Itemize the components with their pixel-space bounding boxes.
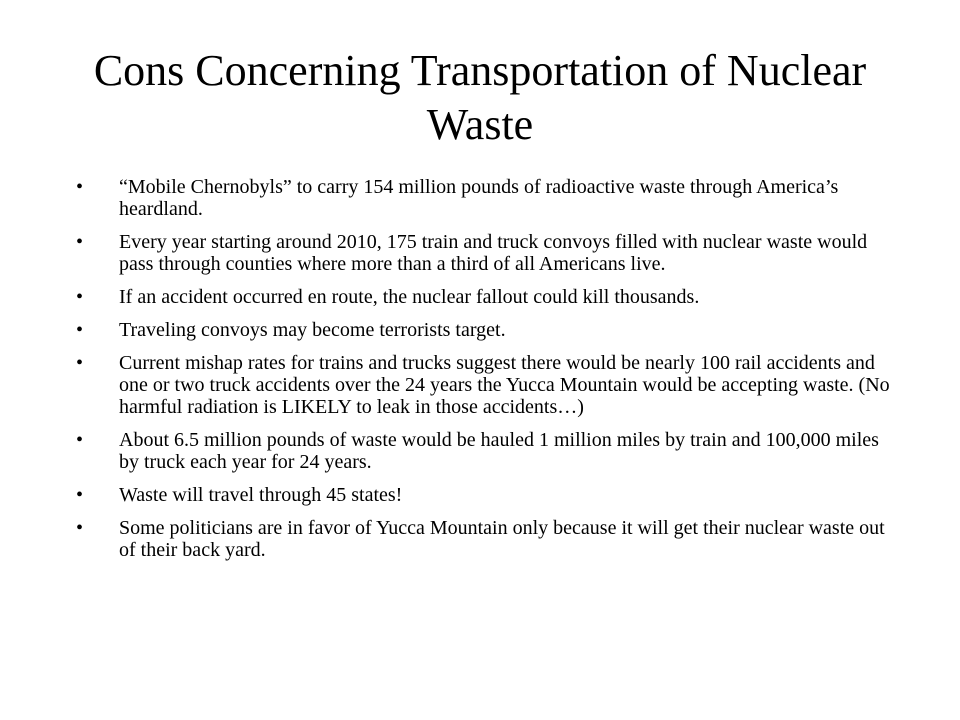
bullet-icon: • <box>76 517 84 539</box>
slide-title: Cons Concerning Transportation of Nuclear Waste <box>93 46 867 149</box>
bullet-text: If an accident occurred en route, the nuclear fallout could kill thousands. <box>119 286 700 308</box>
bullet-list <box>76 176 896 572</box>
bullet-icon: • <box>76 352 84 374</box>
bullet-item <box>76 176 896 220</box>
bullet-icon: • <box>76 484 84 506</box>
bullet-icon: • <box>76 176 84 198</box>
bullet-item <box>76 429 896 473</box>
bullet-text: Waste will travel through 45 states! <box>119 484 403 506</box>
bullet-icon: • <box>76 429 84 451</box>
bullet-text: Current mishap rates for trains and trucks suggest there would be nearly 100 rail accidents and one or two truck accidents over the 24 years the Yucca Mountain would be accepting waste. (No harmful radiation is LIKELY to leak in those accidents…) <box>119 352 890 418</box>
bullet-item <box>76 319 896 341</box>
bullet-icon: • <box>76 286 84 308</box>
bullet-text: Traveling convoys may become terrorists target. <box>119 319 506 341</box>
bullet-text: Some politicians are in favor of Yucca Mountain only because it will get their nuclear waste out of their back yard. <box>119 517 885 561</box>
bullet-item <box>76 286 896 308</box>
bullet-item <box>76 517 896 561</box>
bullet-item <box>76 352 896 418</box>
bullet-icon: • <box>76 231 84 253</box>
bullet-item <box>76 484 896 506</box>
bullet-item <box>76 231 896 275</box>
bullet-text: “Mobile Chernobyls” to carry 154 million pounds of radioactive waste through America’s heardland. <box>119 176 839 220</box>
bullet-text: Every year starting around 2010, 175 train and truck convoys filled with nuclear waste would pass through counties where more than a third of all Americans live. <box>119 231 868 275</box>
bullet-icon: • <box>76 319 84 341</box>
bullet-text: About 6.5 million pounds of waste would be hauled 1 million miles by train and 100,000 miles by truck each year for 24 years. <box>119 429 879 473</box>
